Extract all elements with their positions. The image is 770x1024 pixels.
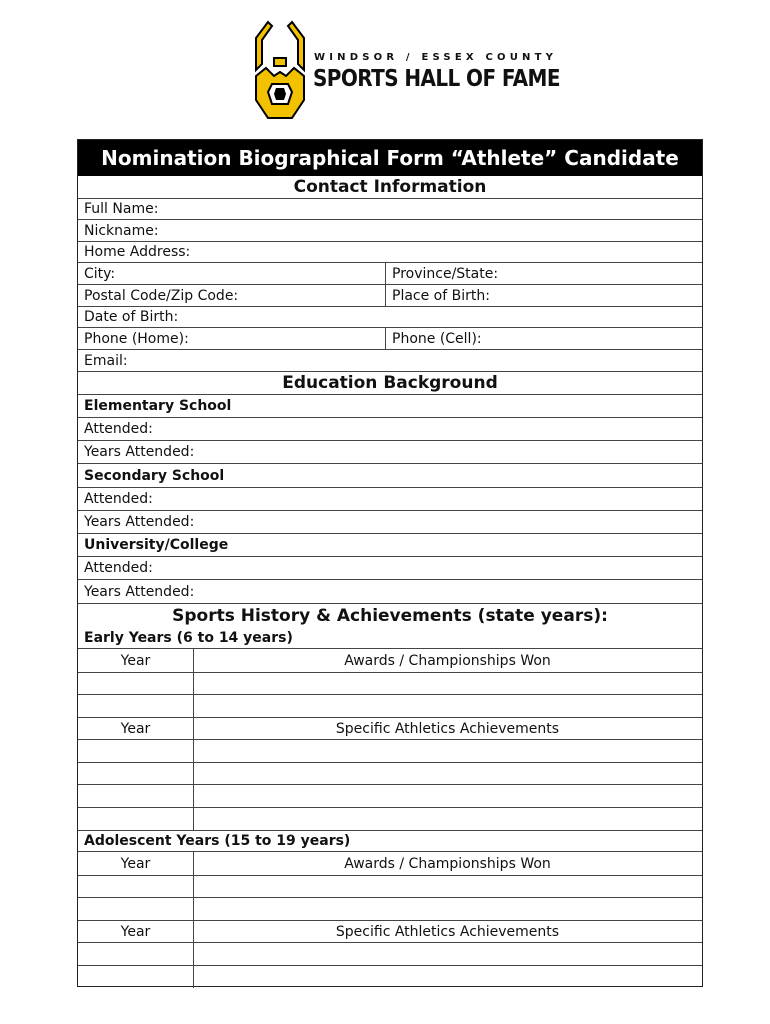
early-years-title-row xyxy=(78,628,702,649)
university-attended-label: Attended: xyxy=(84,560,153,576)
nickname-field[interactable] xyxy=(78,220,702,242)
home-address-label: Home Address: xyxy=(84,244,191,260)
adolescent-achievements-entry-row[interactable] xyxy=(78,943,702,966)
education-heading-row xyxy=(78,372,702,395)
place-of-birth-label: Place of Birth: xyxy=(392,287,490,304)
early-awards-entry-row[interactable] xyxy=(78,673,702,695)
secondary-title: Secondary School xyxy=(84,467,225,484)
sports-heading-row xyxy=(78,604,702,628)
university-title: University/College xyxy=(84,537,229,553)
nomination-form xyxy=(77,139,703,987)
contact-divider-1 xyxy=(385,263,386,307)
phone-cell-label: Phone (Cell): xyxy=(392,330,482,347)
university-years-field[interactable] xyxy=(78,580,702,604)
phone-row xyxy=(78,328,702,350)
city-province-row xyxy=(78,263,702,285)
elementary-title-row xyxy=(78,395,702,418)
adolescent-achievements-header-row xyxy=(78,921,702,943)
adolescent-column-divider xyxy=(193,852,194,988)
email-field[interactable] xyxy=(78,350,702,372)
elementary-years-field[interactable] xyxy=(78,441,702,464)
form-title-bar xyxy=(78,140,702,176)
date-of-birth-label: Date of Birth: xyxy=(84,309,179,325)
contact-heading: Contact Information xyxy=(293,177,487,197)
contact-heading-row xyxy=(78,176,702,199)
early-awards-header: Awards / Championships Won xyxy=(344,652,551,669)
secondary-years-field[interactable] xyxy=(78,511,702,534)
province-state-label: Province/State: xyxy=(392,265,499,282)
adolescent-year-header-2: Year xyxy=(120,923,151,940)
early-awards-entry-row[interactable] xyxy=(78,695,702,718)
phone-home-label: Phone (Home): xyxy=(84,330,189,347)
secondary-title-row xyxy=(78,464,702,488)
elementary-attended-label: Attended: xyxy=(84,421,153,437)
early-achievements-entry-row[interactable] xyxy=(78,785,702,808)
adolescent-awards-header: Awards / Championships Won xyxy=(344,855,551,872)
contact-divider-2 xyxy=(385,328,386,350)
early-achievements-entry-row[interactable] xyxy=(78,763,702,785)
university-years-label: Years Attended: xyxy=(84,583,195,600)
education-heading: Education Background xyxy=(282,373,498,393)
date-of-birth-field[interactable] xyxy=(78,307,702,328)
sports-heading: Sports History & Achievements (state years): xyxy=(172,606,608,626)
early-achievements-header-row xyxy=(78,718,702,740)
secondary-years-label: Years Attended: xyxy=(84,514,195,530)
early-awards-header-row xyxy=(78,649,702,673)
postal-birthplace-row xyxy=(78,285,702,307)
early-year-header-2: Year xyxy=(120,720,151,737)
full-name-field[interactable] xyxy=(78,199,702,220)
home-address-field[interactable] xyxy=(78,242,702,263)
university-title-row xyxy=(78,534,702,557)
early-year-header-1: Year xyxy=(120,652,151,669)
form-title: Nomination Biographical Form “Athlete” Candidate xyxy=(101,146,679,170)
adolescent-awards-header-row xyxy=(78,852,702,876)
adolescent-achievements-entry-row[interactable] xyxy=(78,966,702,988)
early-achievements-entry-row[interactable] xyxy=(78,740,702,763)
early-achievements-header: Specific Athletics Achievements xyxy=(335,720,560,737)
adolescent-awards-entry-row[interactable] xyxy=(78,898,702,921)
adolescent-year-header-1: Year xyxy=(120,855,151,872)
nickname-label: Nickname: xyxy=(84,222,159,239)
early-years-title: Early Years (6 to 14 years) xyxy=(84,630,293,646)
elementary-title: Elementary School xyxy=(84,398,232,414)
elementary-attended-field[interactable] xyxy=(78,418,702,441)
full-name-label: Full Name: xyxy=(84,201,159,217)
logo-top-text: WINDSOR / ESSEX COUNTY xyxy=(314,52,558,63)
city-label: City: xyxy=(84,265,116,282)
university-attended-field[interactable] xyxy=(78,557,702,580)
postal-code-label: Postal Code/Zip Code: xyxy=(84,287,239,304)
adolescent-years-title: Adolescent Years (15 to 19 years) xyxy=(84,833,351,849)
secondary-attended-label: Attended: xyxy=(84,491,153,507)
adolescent-awards-entry-row[interactable] xyxy=(78,876,702,898)
adolescent-years-title-row xyxy=(78,831,702,852)
adolescent-achievements-header: Specific Athletics Achievements xyxy=(335,923,560,940)
hall-of-fame-logo-icon xyxy=(252,20,308,120)
secondary-attended-field[interactable] xyxy=(78,488,702,511)
logo xyxy=(252,20,560,120)
early-achievements-entry-row[interactable] xyxy=(78,808,702,831)
email-label: Email: xyxy=(84,352,128,369)
early-column-divider xyxy=(193,649,194,831)
elementary-years-label: Years Attended: xyxy=(84,444,195,460)
logo-bottom-text: SPORTS HALL OF FAME xyxy=(313,64,560,92)
